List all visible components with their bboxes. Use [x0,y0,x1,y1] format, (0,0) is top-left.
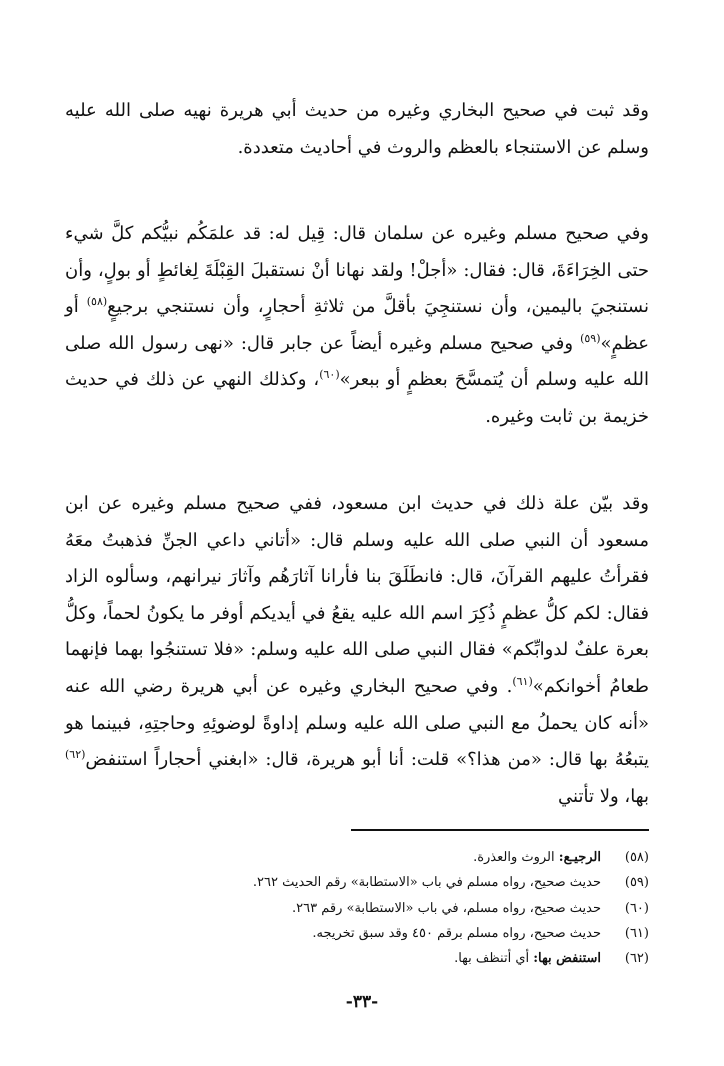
footnote-term: استنفض بها: [533,951,601,967]
paragraph-2-text-c: وفي صحيح مسلم وغيره أيضاً عن جابر قال: «نهى رسول الله صلى الله عليه وسلم أن يُتمسَّحَ بعظمٍ أو ببعر» [65,332,649,391]
paragraph-2-text-a: وفي صحيح مسلم وغيره عن سلمان قال: قِيل له: قد علمَكُم نبيُّكم كلَّ شيء حتى الخِرَاءَةَ، قال: فقال: «أجلْ! ولقد نهانا أنْ نستقبلَ القِبْلَةَ لِغائطٍ أو بولٍ، وأن نستنجيَ باليمين، وأن نستنجِيَ بأقلَّ من ثلاثةِ أحجارٍ، وأن نستنجي برجيعٍ [65,223,649,318]
footnote-number: (٦٠) [624,900,649,916]
paragraph-2-text-d: ، وكذلك النهي عن ذلك في حديث خزيمة بن ثابت وغيره. [65,369,649,427]
paragraph-2 [65,216,649,436]
footnote-ref-62: (٦٢) [65,748,86,762]
footnote-term: الرجيـع: [558,850,601,865]
footnote-number: (٥٨) [624,850,649,865]
footnote-item [149,870,649,895]
footnote-item [149,845,649,870]
footnote-item [149,921,649,946]
footnote-text: حديث صحيح، رواه مسلم، في باب «الاستطابة» رقم ٢٦٣. [292,900,601,916]
paragraph-3-text-a: وقد بيّن علة ذلك في حديث ابن مسعود، ففي صحيح مسلم وغيره عن ابن مسعود أن النبي صلى الله عليه وسلم قال: «أتاني داعي الجنِّ فذهبتُ معَهُ فقرأتُ عليهم القرآنَ، قال: فانطَلَقَ بنا فأرانا آثارَهُم وآثارَ نيرانهم، وسألوه الزاد فقال: لكم كلُّ عظمٍ ذُكِرَ اسم الله عليه يقعُ في أيديكم أوفر ما يكونُ لحماً، وكلُّ بعرة علفٌ لدوابِّكم» فقال النبي صلى الله عليه وسلم: «فلا تستنجُوا بهما فإنهما طعامُ أخوانكم» [65,493,649,697]
footnote-item [149,896,649,921]
footnote-ref-58: (٥٨) [86,295,108,309]
footnote-ref-59: (٥٩) [580,331,601,345]
footnote-text: الروث والعذرة. [473,850,559,865]
footnote-number: (٦٢) [624,951,649,967]
paragraph-3-text-b: . وفي صحيح البخاري وغيره عن أبي هريرة رضي الله عنه «أنه كان يحملُ مع النبي صلى الله عليه وسلم إداوةً لوضوئِهِ وحاجتِهِ، فبينما هو يتبعُهُ بها قال: «من هذا؟» قلت: أنا أبو هريرة، قال: «ابغني أحجاراً استنفض [65,675,649,771]
footnote-number: (٥٩) [624,875,649,891]
footnote-ref-60: (٦٠) [319,368,340,382]
paragraph-1 [65,93,649,166]
paragraph-3-text-c: بها، ولا تأتني [558,785,649,807]
footnote-number: (٦١) [624,925,649,941]
footnote-divider [351,829,649,831]
footnote-text: حديث صحيح، رواه مسلم برقم ٤٥٠ وقد سبق تخريجه. [312,925,601,941]
paragraph-1-text: وقد ثبت في صحيح البخاري وغيره من حديث أبي هريرة نهيه صلى الله عليه وسلم عن الاستنجاء بالعظم والروث في أحاديث متعددة. [65,100,649,158]
footnote-ref-61: (٦١) [512,674,533,688]
paragraph-2-text-b: أو عظمٍ» [65,296,649,354]
footnote-text: أي أتنظف بها. [454,951,534,967]
footnote-text: حديث صحيح، رواه مسلم في باب «الاستطابة» رقم الحديث ٢٦٢. [252,875,601,891]
footnote-item [149,946,649,971]
paragraph-3 [65,486,649,815]
footnotes-list [149,845,649,971]
page-number: -٣٣- [345,992,379,1012]
